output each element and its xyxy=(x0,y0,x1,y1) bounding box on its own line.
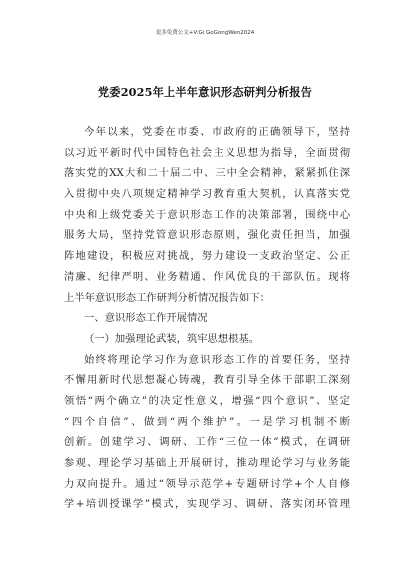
document-body xyxy=(64,122,350,515)
subsection-heading: （一）加强理论武装，筑牢思想根基。 xyxy=(84,332,260,345)
document-title: 党委2025年上半年意识形态研判分析报告 xyxy=(97,85,313,99)
header-note: 更多免费公文+V:Gi GoGongWen2024 xyxy=(155,30,255,36)
paragraph-line: 中央和上级党委关于意识形态工作的决策部署，围绕中心 xyxy=(64,208,350,221)
section-heading: 一、意识形态工作开展情况 xyxy=(84,312,208,325)
paragraph-line: 力双向提升。通过“领导示范学+专题研讨学+个人自修 xyxy=(64,477,350,490)
paragraph-line: 今年以来，党委在市委、市政府的正确领导下，坚持 xyxy=(84,126,350,138)
paragraph-line: 学+培训授课学”模式，实现学习、调研、落实闭环管理 xyxy=(64,498,350,511)
paragraph-line: 创新。创建学习、调研、工作“三位一体”模式，在调研 xyxy=(64,436,350,449)
paragraph-line: 始终将理论学习作为意识形态工作的首要任务，坚持 xyxy=(84,353,350,366)
paragraph-line: 清廉、纪律严明、业务精通、作风优良的干部队伍。现将 xyxy=(64,270,350,283)
paragraph-line: 落实党的XX大和二十届二中、三中全会精神，紧紧抓住深 xyxy=(64,167,350,180)
paragraph-line: 领悟“两个确立”的决定性意义，增强“四个意识”、坚定 xyxy=(64,394,350,407)
paragraph-line: “四个自信”、做到“两个维护”。一是学习机制不断 xyxy=(64,415,350,428)
paragraph-line: 不懈用新时代思想凝心铸魂，教育引导全体干部职工深刻 xyxy=(64,374,350,387)
paragraph-line: 上半年意识形态工作研判分析情况报告如下： xyxy=(64,291,270,304)
paragraph-line: 阵地建设，积极应对挑战，努力建设一支政治坚定、公正 xyxy=(64,250,350,263)
paragraph-line: 入贯彻中央八项规定精神学习教育重大契机，认真落实党 xyxy=(64,188,350,201)
paragraph-line: 服务大局，坚持党管意识形态原则，强化责任担当，加强 xyxy=(64,229,350,242)
paragraph-line: 参观、理论学习基础上开展研讨，推动理论学习与业务能 xyxy=(64,457,350,469)
paragraph-line: 以习近平新时代中国特色社会主义思想为指导，全面贯彻 xyxy=(64,146,350,159)
